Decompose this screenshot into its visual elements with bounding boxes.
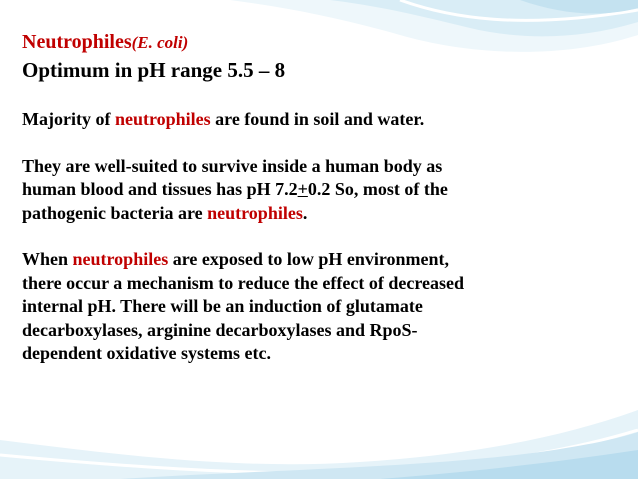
low-ph-line-2: there occur a mechanism to reduce the effect of decreased bbox=[22, 272, 465, 293]
human-body-text-c: 0.2 So, most of the bbox=[307, 179, 448, 199]
slide-content bbox=[22, 30, 634, 366]
human-body-line-2 bbox=[22, 178, 634, 202]
low-ph-line-1 bbox=[22, 248, 634, 272]
habitat-text-a: Majority of bbox=[22, 109, 115, 129]
human-body-text-l3a: pathogenic bacteria are bbox=[22, 202, 208, 223]
plus-minus-sign: + bbox=[297, 179, 308, 199]
low-ph-highlight: neutrophiles bbox=[72, 249, 169, 269]
heading-example: (E. coli) bbox=[131, 33, 189, 52]
habitat-line bbox=[22, 108, 634, 132]
human-body-line-1: They are well-suited to survive inside a human body as bbox=[22, 155, 443, 176]
slide-heading bbox=[22, 30, 634, 55]
low-ph-line-4: decarboxylases, arginine decarboxylases and RpoS- bbox=[22, 319, 418, 340]
human-body-period: . bbox=[302, 202, 308, 223]
low-ph-text-a: When bbox=[22, 249, 73, 269]
low-ph-line-3: internal pH. There will be an induction of glutamate bbox=[22, 296, 423, 316]
paragraph-low-ph bbox=[22, 248, 634, 366]
low-ph-text-c: are exposed to low pH environment, bbox=[168, 249, 450, 269]
heading-term: Neutrophiles bbox=[22, 31, 132, 53]
low-ph-line-5: dependent oxidative systems etc. bbox=[22, 343, 271, 363]
habitat-highlight: neutrophiles bbox=[114, 109, 211, 129]
human-body-text-a: human blood and tissues has pH 7.2 bbox=[22, 179, 298, 199]
optimum-ph-range: Optimum in pH range 5.5 – 8 bbox=[22, 58, 286, 82]
human-body-highlight: neutrophiles bbox=[207, 202, 303, 223]
paragraph-human-body bbox=[22, 155, 634, 226]
human-body-line-3 bbox=[22, 202, 634, 226]
habitat-text-c: are found in soil and water. bbox=[210, 109, 425, 129]
paragraph-habitat bbox=[22, 108, 634, 132]
